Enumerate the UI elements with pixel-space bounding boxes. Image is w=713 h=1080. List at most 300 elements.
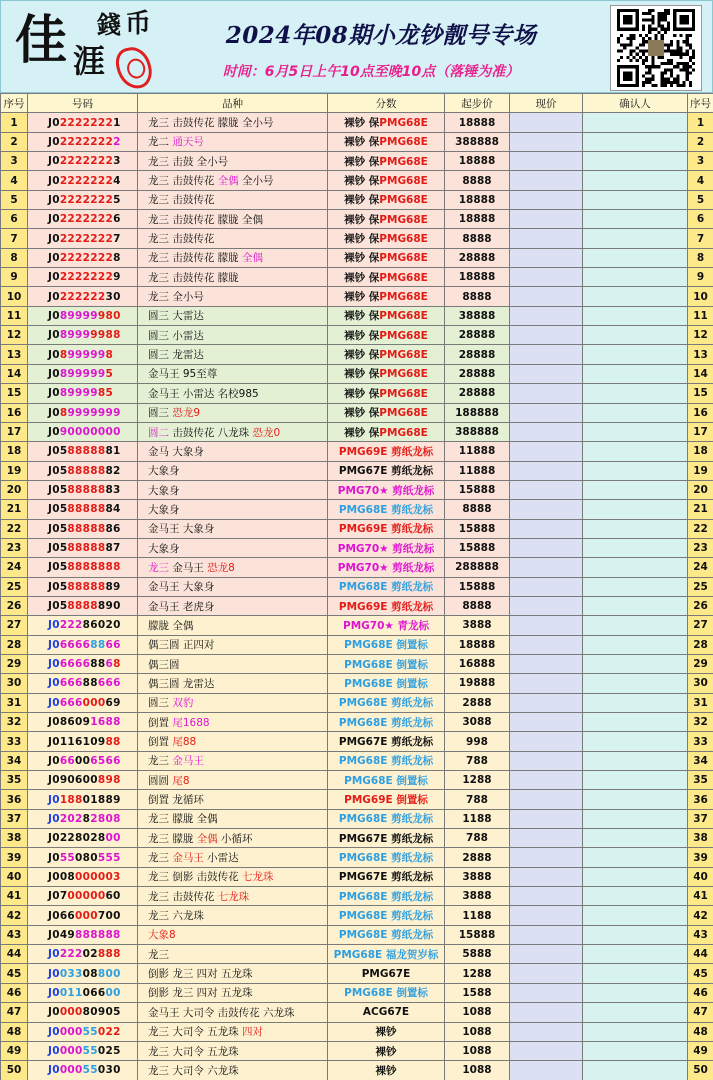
confirmer-cell[interactable] bbox=[583, 983, 688, 1002]
serial-number-segment: 6666 bbox=[59, 638, 91, 651]
row-index: 1 bbox=[1, 113, 28, 132]
grade-segment: PMG68E 倒置标 bbox=[344, 658, 428, 671]
grade bbox=[328, 1003, 445, 1022]
confirmer-cell[interactable] bbox=[583, 906, 688, 925]
current-price-cell[interactable] bbox=[510, 848, 583, 867]
confirmer-cell[interactable] bbox=[583, 190, 688, 209]
serial-number-segment: 5 bbox=[113, 193, 121, 206]
table-row bbox=[1, 732, 713, 751]
confirmer-cell[interactable] bbox=[583, 171, 688, 190]
start-price: 16888 bbox=[445, 654, 510, 673]
serial-number-segment: 8028 bbox=[75, 832, 106, 845]
confirmer-cell[interactable] bbox=[583, 616, 688, 635]
row-index-right: 25 bbox=[688, 577, 713, 596]
current-price-cell[interactable] bbox=[510, 345, 583, 364]
confirmer-cell[interactable] bbox=[583, 693, 688, 712]
table-row bbox=[1, 1061, 713, 1080]
current-price-cell[interactable] bbox=[510, 422, 583, 441]
serial-number-segment: 8 bbox=[105, 348, 114, 361]
row-index: 35 bbox=[1, 771, 28, 790]
current-price-cell[interactable] bbox=[510, 364, 583, 383]
serial-number-segment: 030 bbox=[97, 1064, 121, 1077]
variety-segment: 金马 大象身 bbox=[148, 445, 204, 458]
table-row bbox=[1, 751, 713, 770]
confirmer-cell[interactable] bbox=[583, 461, 688, 480]
row-index-right: 34 bbox=[688, 751, 713, 770]
variety-segment: 大象身 bbox=[148, 503, 180, 516]
serial-number-segment: J0 bbox=[48, 677, 60, 690]
start-price: 388888 bbox=[445, 422, 510, 441]
grade-segment: 裸钞 保 bbox=[344, 329, 380, 342]
row-index: 49 bbox=[1, 1041, 28, 1060]
row-index-right: 17 bbox=[688, 422, 713, 441]
current-price-cell[interactable] bbox=[510, 190, 583, 209]
table-row bbox=[1, 268, 713, 287]
serial-number-segment: J0 bbox=[48, 348, 60, 361]
confirmer-cell[interactable] bbox=[583, 848, 688, 867]
row-index: 16 bbox=[1, 403, 28, 422]
start-price: 8888 bbox=[445, 171, 510, 190]
col-header-confirmer: 确认人 bbox=[583, 94, 688, 113]
confirmer-cell[interactable] bbox=[583, 442, 688, 461]
serial-number-segment: 85 bbox=[97, 387, 114, 400]
grade-segment: 裸钞 保 bbox=[344, 175, 380, 188]
confirmer-cell[interactable] bbox=[583, 152, 688, 171]
grade-segment: PMG68E 倒置标 bbox=[344, 774, 428, 787]
grade bbox=[328, 616, 445, 635]
row-index: 2 bbox=[1, 132, 28, 151]
variety-segment: 龙三 朦胧 bbox=[148, 832, 197, 845]
serial-number-segment: J049 bbox=[48, 928, 76, 941]
confirmer-cell[interactable] bbox=[583, 538, 688, 557]
confirmer-cell[interactable] bbox=[583, 829, 688, 848]
start-price: 15888 bbox=[445, 577, 510, 596]
confirmer-cell[interactable] bbox=[583, 1003, 688, 1022]
serial-number bbox=[28, 809, 138, 828]
table-row bbox=[1, 480, 713, 499]
start-price: 15888 bbox=[445, 480, 510, 499]
seal-stamp-icon bbox=[113, 44, 155, 92]
variety-segment: 龙三 击鼓传花 朦胧 全小号 bbox=[148, 117, 274, 130]
serial-number-segment: J0 bbox=[48, 851, 60, 864]
current-price-cell[interactable] bbox=[510, 906, 583, 925]
table-row bbox=[1, 248, 713, 267]
serial-number bbox=[28, 500, 138, 519]
confirmer-cell[interactable] bbox=[583, 964, 688, 983]
current-price-cell[interactable] bbox=[510, 616, 583, 635]
serial-number-segment: 02 bbox=[82, 948, 98, 961]
current-price-cell[interactable] bbox=[510, 693, 583, 712]
serial-number-segment: 83 bbox=[105, 484, 121, 497]
confirmer-cell[interactable] bbox=[583, 887, 688, 906]
serial-number-segment: 5 bbox=[105, 367, 114, 380]
serial-number-segment: 86 bbox=[105, 522, 121, 535]
serial-number-segment: 888 bbox=[97, 948, 121, 961]
current-price-cell[interactable] bbox=[510, 1003, 583, 1022]
serial-number-segment: 066 bbox=[82, 986, 106, 999]
serial-number-segment: J0 bbox=[48, 387, 60, 400]
grade-segment: 裸钞 保 bbox=[344, 155, 380, 168]
current-price-cell[interactable] bbox=[510, 480, 583, 499]
row-index: 33 bbox=[1, 732, 28, 751]
serial-number-segment: 66 bbox=[105, 638, 121, 651]
row-index: 18 bbox=[1, 442, 28, 461]
current-price-cell[interactable] bbox=[510, 268, 583, 287]
start-price: 11888 bbox=[445, 442, 510, 461]
grade bbox=[328, 326, 445, 345]
current-price-cell[interactable] bbox=[510, 887, 583, 906]
current-price-cell[interactable] bbox=[510, 519, 583, 538]
confirmer-cell[interactable] bbox=[583, 248, 688, 267]
confirmer-cell[interactable] bbox=[583, 384, 688, 403]
table-row bbox=[1, 326, 713, 345]
current-price-cell[interactable] bbox=[510, 152, 583, 171]
serial-number-segment: 66 bbox=[59, 754, 76, 767]
current-price-cell[interactable] bbox=[510, 790, 583, 809]
current-price-cell[interactable] bbox=[510, 713, 583, 732]
confirmer-cell[interactable] bbox=[583, 480, 688, 499]
confirmer-cell[interactable] bbox=[583, 751, 688, 770]
row-index-right: 18 bbox=[688, 442, 713, 461]
serial-number-segment: 000 bbox=[59, 1064, 83, 1077]
current-price-cell[interactable] bbox=[510, 558, 583, 577]
variety-segment: 偶三圆 bbox=[148, 658, 180, 671]
grade bbox=[328, 848, 445, 867]
row-index: 13 bbox=[1, 345, 28, 364]
table-row bbox=[1, 132, 713, 151]
grade-segment: PMG68E bbox=[379, 194, 428, 207]
variety-segment: 恐龙8 bbox=[207, 561, 235, 574]
current-price-cell[interactable] bbox=[510, 771, 583, 790]
table-row bbox=[1, 771, 713, 790]
current-price-cell[interactable] bbox=[510, 326, 583, 345]
variety-segment: 击鼓传花 八龙珠 bbox=[169, 426, 253, 439]
variety-segment: 龙三 击鼓传花 bbox=[148, 890, 218, 903]
current-price-cell[interactable] bbox=[510, 171, 583, 190]
current-price-cell[interactable] bbox=[510, 983, 583, 1002]
confirmer-cell[interactable] bbox=[583, 713, 688, 732]
grade-segment: 裸钞 保 bbox=[344, 310, 380, 323]
current-price-cell[interactable] bbox=[510, 1022, 583, 1041]
serial-number bbox=[28, 848, 138, 867]
current-price-cell[interactable] bbox=[510, 113, 583, 132]
confirmer-cell[interactable] bbox=[583, 925, 688, 944]
confirmer-cell[interactable] bbox=[583, 558, 688, 577]
variety-segment: 倒置 bbox=[148, 716, 173, 729]
confirmer-cell[interactable] bbox=[583, 210, 688, 229]
serial-number-segment: J090600 bbox=[48, 774, 98, 787]
row-index-right: 26 bbox=[688, 596, 713, 615]
start-price: 8888 bbox=[445, 500, 510, 519]
table-row bbox=[1, 925, 713, 944]
variety bbox=[138, 964, 328, 983]
serial-number bbox=[28, 732, 138, 751]
current-price-cell[interactable] bbox=[510, 809, 583, 828]
current-price-cell[interactable] bbox=[510, 751, 583, 770]
serial-number-segment: 7 bbox=[113, 232, 121, 245]
variety-segment: 龙三 击鼓传花 bbox=[148, 194, 215, 207]
current-price-cell[interactable] bbox=[510, 538, 583, 557]
grade-segment: PMG68E bbox=[379, 349, 428, 362]
start-price: 18888 bbox=[445, 635, 510, 654]
confirmer-cell[interactable] bbox=[583, 229, 688, 248]
current-price-cell[interactable] bbox=[510, 829, 583, 848]
confirmer-cell[interactable] bbox=[583, 945, 688, 964]
confirmer-cell[interactable] bbox=[583, 867, 688, 886]
serial-number-segment: 2222222 bbox=[59, 116, 114, 129]
variety bbox=[138, 829, 328, 848]
current-price-cell[interactable] bbox=[510, 867, 583, 886]
table-body bbox=[1, 113, 713, 1080]
variety-segment: 金马王 bbox=[169, 561, 208, 574]
start-price: 1088 bbox=[445, 1061, 510, 1080]
current-price-cell[interactable] bbox=[510, 732, 583, 751]
current-price-cell[interactable] bbox=[510, 210, 583, 229]
current-price-cell[interactable] bbox=[510, 654, 583, 673]
grade bbox=[328, 538, 445, 557]
serial-number-segment: 3 bbox=[113, 155, 121, 168]
table-row bbox=[1, 654, 713, 673]
table-row bbox=[1, 229, 713, 248]
table-row bbox=[1, 887, 713, 906]
brand-logo: 佳 涯 錢 币 bbox=[15, 7, 163, 89]
confirmer-cell[interactable] bbox=[583, 345, 688, 364]
serial-number bbox=[28, 326, 138, 345]
table-row bbox=[1, 345, 713, 364]
row-index-right: 1 bbox=[688, 113, 713, 132]
serial-number-segment: 1 bbox=[113, 116, 121, 129]
confirmer-cell[interactable] bbox=[583, 422, 688, 441]
serial-number-segment: J0 bbox=[48, 367, 60, 380]
serial-number-segment: 000 bbox=[59, 1006, 83, 1019]
start-price: 788 bbox=[445, 751, 510, 770]
serial-number-segment: 2222222 bbox=[59, 271, 114, 284]
variety-segment: 圆二 bbox=[148, 426, 169, 439]
variety bbox=[138, 268, 328, 287]
row-index: 22 bbox=[1, 519, 28, 538]
grade bbox=[328, 983, 445, 1002]
current-price-cell[interactable] bbox=[510, 1061, 583, 1080]
confirmer-cell[interactable] bbox=[583, 132, 688, 151]
confirmer-cell[interactable] bbox=[583, 287, 688, 306]
current-price-cell[interactable] bbox=[510, 945, 583, 964]
confirmer-cell[interactable] bbox=[583, 1061, 688, 1080]
serial-number bbox=[28, 538, 138, 557]
table-row bbox=[1, 945, 713, 964]
confirmer-cell[interactable] bbox=[583, 635, 688, 654]
serial-number-segment: 6566 bbox=[90, 754, 121, 767]
serial-number-segment: 84 bbox=[105, 503, 121, 516]
current-price-cell[interactable] bbox=[510, 1041, 583, 1060]
serial-number-segment: 666 bbox=[97, 677, 121, 690]
serial-number bbox=[28, 442, 138, 461]
serial-number-segment: J0 bbox=[48, 1045, 60, 1058]
row-index: 26 bbox=[1, 596, 28, 615]
current-price-cell[interactable] bbox=[510, 500, 583, 519]
table-row bbox=[1, 171, 713, 190]
start-price: 188888 bbox=[445, 403, 510, 422]
auction-time-note: 时间：6月5日上午10点至晚10点（落锤为准） bbox=[222, 64, 520, 80]
confirmer-cell[interactable] bbox=[583, 364, 688, 383]
confirmer-cell[interactable] bbox=[583, 1022, 688, 1041]
grade-segment: PMG68E 倒置标 bbox=[344, 987, 428, 1000]
variety-segment: 圆三 大雷达 bbox=[148, 310, 204, 323]
variety-segment: 龙三 击鼓传花 bbox=[148, 233, 215, 246]
grade bbox=[328, 345, 445, 364]
grade bbox=[328, 113, 445, 132]
serial-number bbox=[28, 616, 138, 635]
variety-segment: 龙三 大司令 五龙珠 bbox=[148, 1026, 243, 1039]
variety-segment: 恐龙0 bbox=[252, 426, 281, 439]
confirmer-cell[interactable] bbox=[583, 577, 688, 596]
serial-number-segment: 88 bbox=[90, 658, 106, 671]
row-index: 27 bbox=[1, 616, 28, 635]
row-index-right: 44 bbox=[688, 945, 713, 964]
serial-number bbox=[28, 461, 138, 480]
current-price-cell[interactable] bbox=[510, 461, 583, 480]
current-price-cell[interactable] bbox=[510, 229, 583, 248]
variety bbox=[138, 713, 328, 732]
current-price-cell[interactable] bbox=[510, 384, 583, 403]
serial-number-segment: J0 bbox=[48, 135, 60, 148]
start-price: 38888 bbox=[445, 306, 510, 325]
grade bbox=[328, 248, 445, 267]
grade bbox=[328, 190, 445, 209]
current-price-cell[interactable] bbox=[510, 442, 583, 461]
current-price-cell[interactable] bbox=[510, 403, 583, 422]
variety-segment: 倒影 龙三 四对 五龙珠 bbox=[148, 987, 253, 1000]
variety-segment: 全小号 bbox=[238, 175, 274, 188]
serial-number-segment: 2222222 bbox=[59, 193, 114, 206]
serial-number-segment: 82 bbox=[105, 464, 121, 477]
serial-number-segment: 888888 bbox=[75, 928, 121, 941]
table-row bbox=[1, 983, 713, 1002]
confirmer-cell[interactable] bbox=[583, 268, 688, 287]
variety bbox=[138, 1003, 328, 1022]
serial-number-segment: J0 bbox=[48, 232, 60, 245]
table-row bbox=[1, 287, 713, 306]
current-price-cell[interactable] bbox=[510, 596, 583, 615]
variety bbox=[138, 171, 328, 190]
page-title: 2024年08期小龙钞靓号专场 bbox=[225, 22, 537, 49]
start-price: 28888 bbox=[445, 248, 510, 267]
confirmer-cell[interactable] bbox=[583, 790, 688, 809]
current-price-cell[interactable] bbox=[510, 635, 583, 654]
confirmer-cell[interactable] bbox=[583, 732, 688, 751]
current-price-cell[interactable] bbox=[510, 964, 583, 983]
table-row bbox=[1, 364, 713, 383]
variety-segment: 通天号 bbox=[172, 136, 204, 149]
current-price-cell[interactable] bbox=[510, 287, 583, 306]
serial-number-segment: 89999 bbox=[59, 387, 98, 400]
variety bbox=[138, 751, 328, 770]
grade-segment: PMG68E 福龙贺岁标 bbox=[333, 948, 439, 961]
serial-number-segment: J0 bbox=[48, 271, 60, 284]
variety-segment: 七龙珠 bbox=[242, 871, 274, 884]
variety bbox=[138, 384, 328, 403]
variety bbox=[138, 654, 328, 673]
current-price-cell[interactable] bbox=[510, 248, 583, 267]
confirmer-cell[interactable] bbox=[583, 306, 688, 325]
grade-segment: PMG68E bbox=[379, 407, 428, 420]
confirmer-cell[interactable] bbox=[583, 403, 688, 422]
serial-number bbox=[28, 558, 138, 577]
table-row bbox=[1, 790, 713, 809]
serial-number-segment: J0 bbox=[48, 696, 60, 709]
serial-number bbox=[28, 887, 138, 906]
current-price-cell[interactable] bbox=[510, 674, 583, 693]
grade-segment: 裸钞 保 bbox=[344, 368, 380, 381]
grade-segment: PMG68E 倒置标 bbox=[344, 639, 428, 652]
current-price-cell[interactable] bbox=[510, 306, 583, 325]
serial-number-segment: J05 bbox=[48, 503, 68, 516]
variety-segment: 龙三 bbox=[148, 755, 173, 768]
serial-number bbox=[28, 674, 138, 693]
start-price: 28888 bbox=[445, 364, 510, 383]
serial-number bbox=[28, 771, 138, 790]
confirmer-cell[interactable] bbox=[583, 326, 688, 345]
variety bbox=[138, 461, 328, 480]
start-price: 5888 bbox=[445, 945, 510, 964]
grade-segment: PMG69E 剪纸龙标 bbox=[338, 600, 434, 613]
row-index: 12 bbox=[1, 326, 28, 345]
grade-segment: 裸钞 保 bbox=[344, 271, 380, 284]
serial-number-segment: 188 bbox=[59, 793, 83, 806]
current-price-cell[interactable] bbox=[510, 132, 583, 151]
confirmer-cell[interactable] bbox=[583, 500, 688, 519]
confirmer-cell[interactable] bbox=[583, 809, 688, 828]
variety-segment: 圆三 小雷达 bbox=[148, 329, 204, 342]
confirmer-cell[interactable] bbox=[583, 1041, 688, 1060]
confirmer-cell[interactable] bbox=[583, 674, 688, 693]
grade bbox=[328, 229, 445, 248]
row-index-right: 15 bbox=[688, 384, 713, 403]
serial-number bbox=[28, 229, 138, 248]
start-price: 788 bbox=[445, 790, 510, 809]
row-index-right: 19 bbox=[688, 461, 713, 480]
start-price: 1088 bbox=[445, 1022, 510, 1041]
serial-number-segment: 90000000 bbox=[59, 426, 121, 439]
confirmer-cell[interactable] bbox=[583, 596, 688, 615]
serial-number bbox=[28, 925, 138, 944]
grade-segment: 裸钞 保 bbox=[344, 387, 380, 400]
start-price: 15888 bbox=[445, 925, 510, 944]
serial-number-segment: 55 bbox=[82, 1045, 98, 1058]
start-price: 788 bbox=[445, 829, 510, 848]
variety-segment: 金马王 95至尊 bbox=[148, 368, 218, 381]
serial-number-segment: 88888 bbox=[67, 503, 106, 516]
row-index-right: 14 bbox=[688, 364, 713, 383]
grade-segment: PMG68E 剪纸龙标 bbox=[338, 581, 434, 594]
serial-number-segment: 2222222 bbox=[59, 232, 114, 245]
grade bbox=[328, 480, 445, 499]
confirmer-cell[interactable] bbox=[583, 771, 688, 790]
current-price-cell[interactable] bbox=[510, 925, 583, 944]
confirmer-cell[interactable] bbox=[583, 519, 688, 538]
start-price: 1588 bbox=[445, 983, 510, 1002]
confirmer-cell[interactable] bbox=[583, 113, 688, 132]
variety bbox=[138, 635, 328, 654]
serial-number-segment: J0 bbox=[48, 948, 60, 961]
row-index-right: 11 bbox=[688, 306, 713, 325]
grade-segment: PMG68E 剪纸龙标 bbox=[338, 929, 434, 942]
confirmer-cell[interactable] bbox=[583, 654, 688, 673]
grade bbox=[328, 403, 445, 422]
row-index: 43 bbox=[1, 925, 28, 944]
row-index: 39 bbox=[1, 848, 28, 867]
current-price-cell[interactable] bbox=[510, 577, 583, 596]
grade-segment: PMG68E bbox=[379, 136, 428, 149]
